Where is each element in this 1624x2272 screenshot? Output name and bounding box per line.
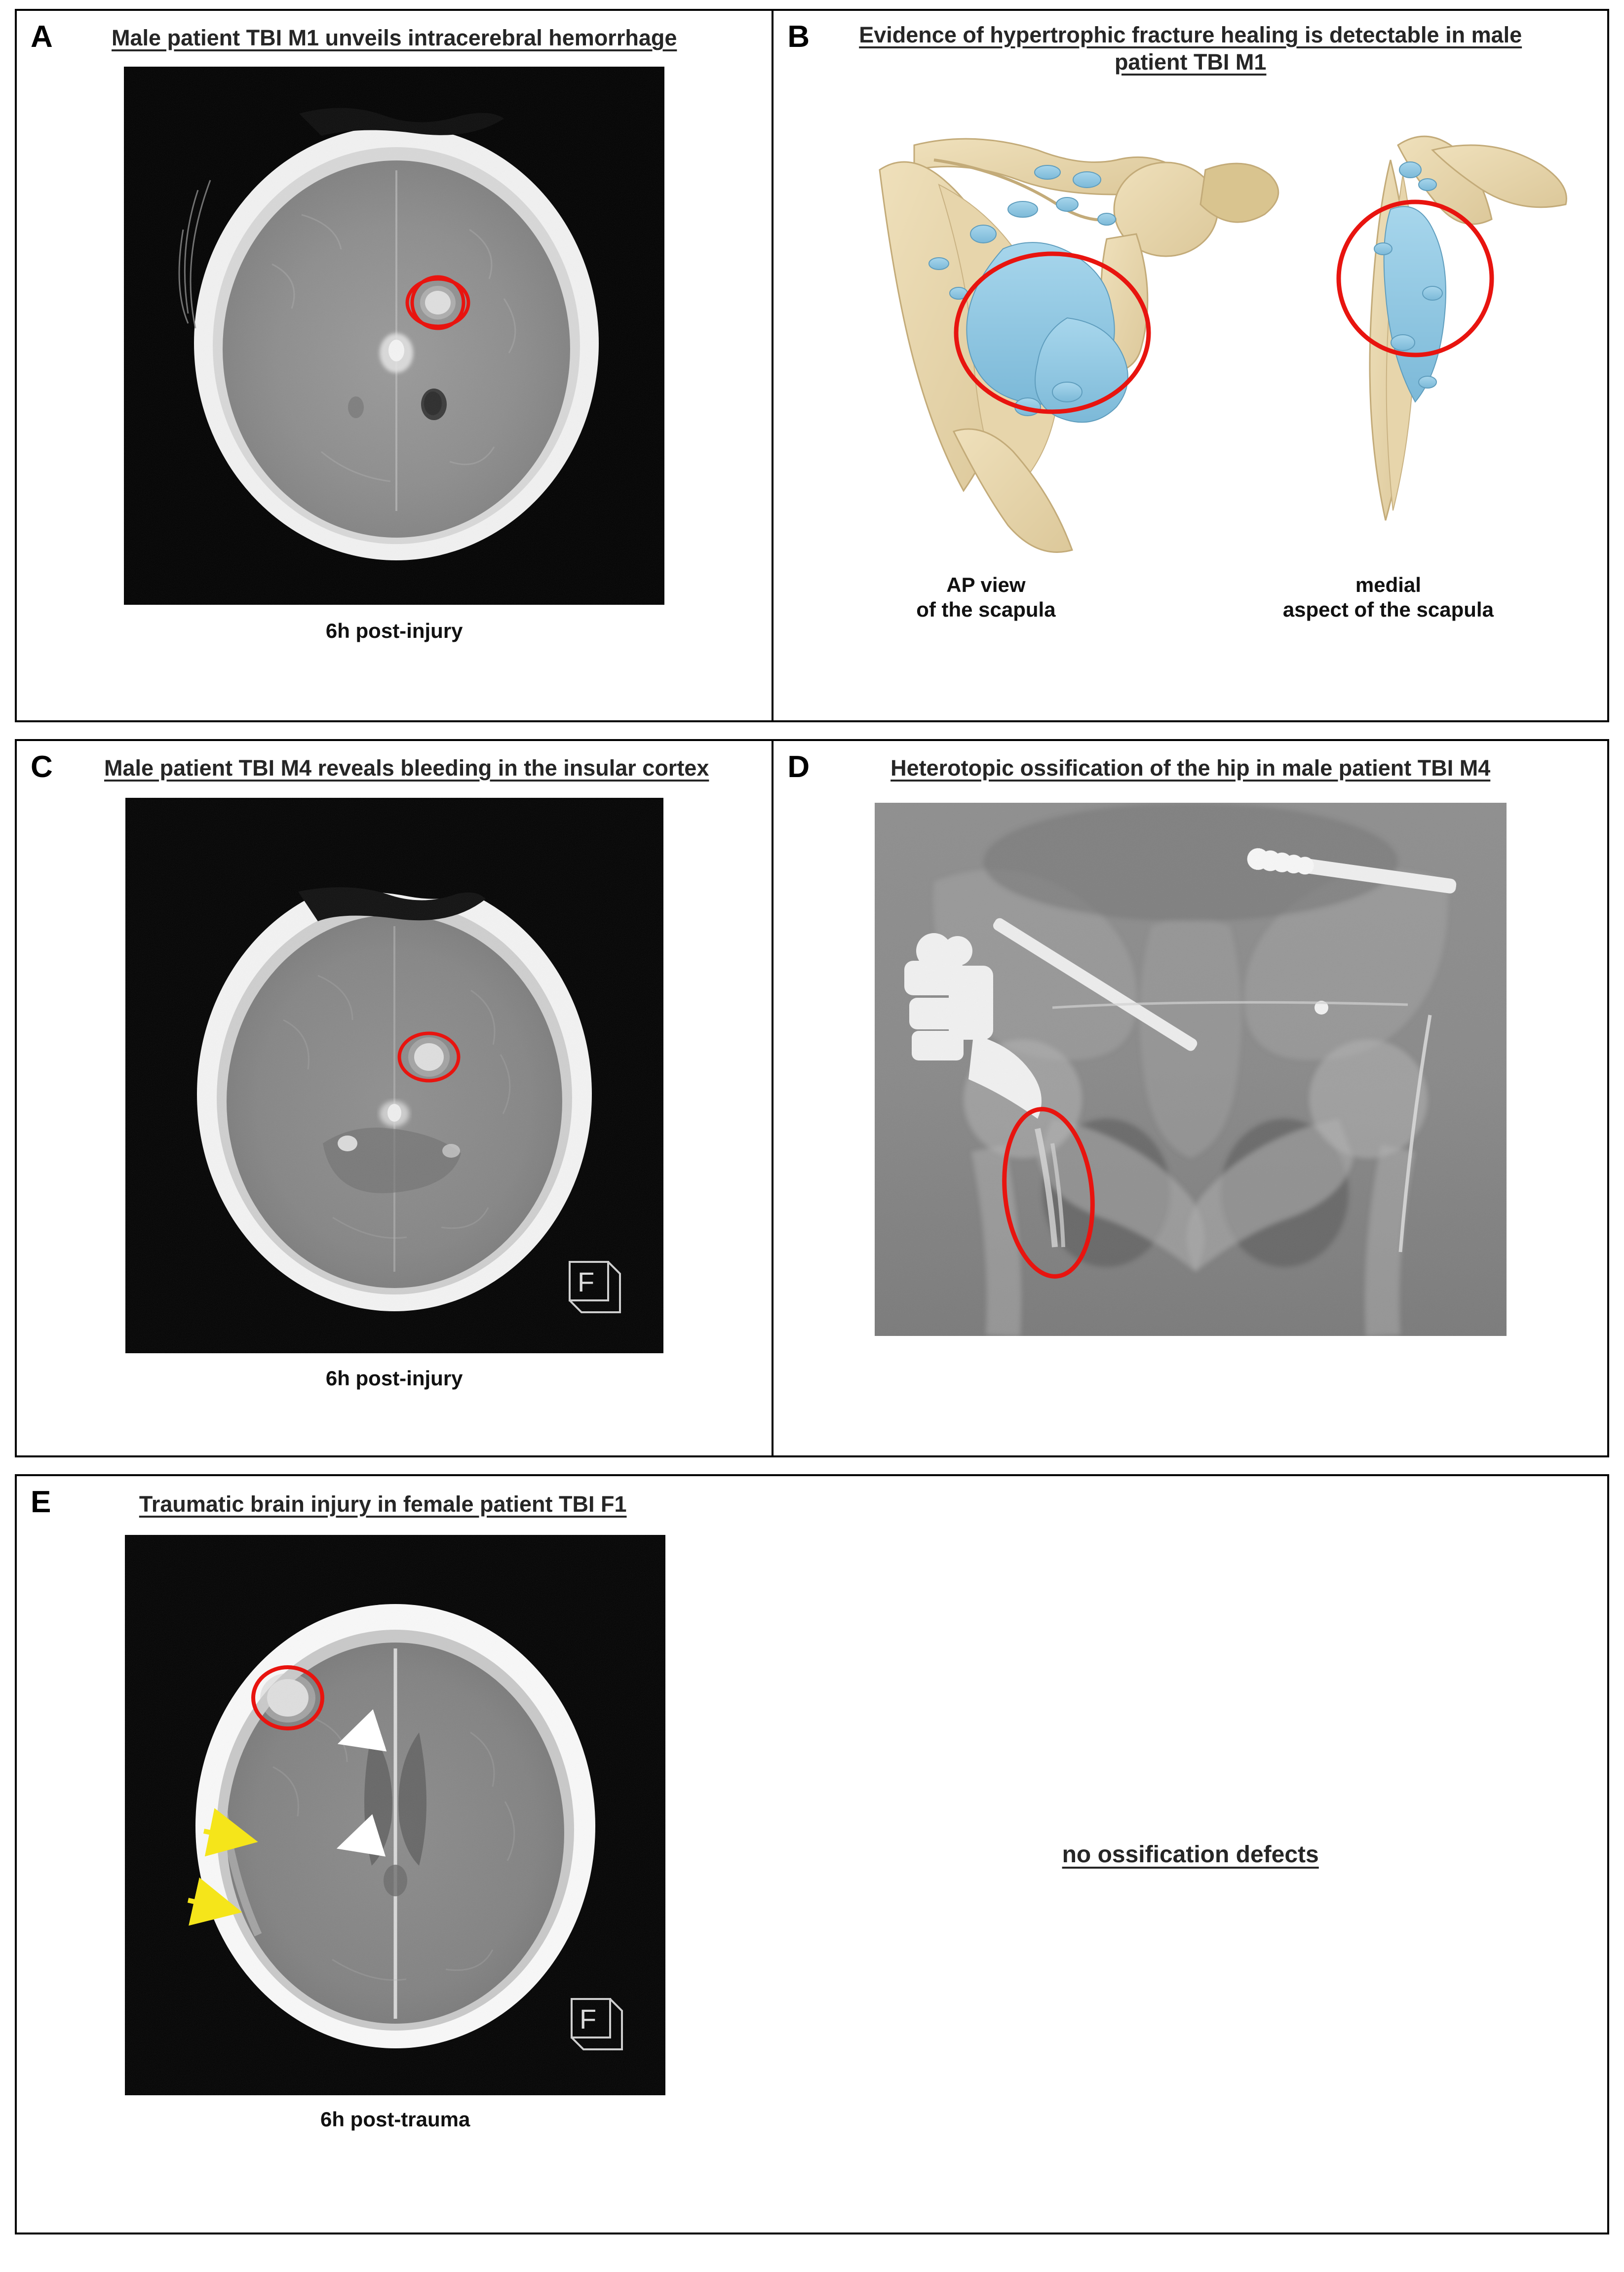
panel-e-caption: 6h post-trauma	[320, 2107, 470, 2131]
head-ct-axial-a	[124, 67, 664, 605]
panel-row-cd	[15, 739, 1609, 1457]
panel-row-e	[15, 1474, 1609, 2234]
panel-c-letter: C	[31, 750, 53, 784]
panel-e-title: Traumatic brain injury in female patient TBI F1	[139, 1491, 627, 1517]
head-ct-axial-e	[125, 1535, 665, 2095]
panel-e-letter: E	[31, 1485, 51, 1519]
panel-d	[773, 741, 1607, 1455]
svg-text:F: F	[580, 2003, 597, 2035]
panel-a-title: Male patient TBI M1 unveils intracerebral hemorrhage	[112, 25, 677, 50]
panel-d-image	[875, 803, 1507, 1336]
panel-a	[17, 11, 773, 720]
panel-b-sublabel-right-line2: aspect of the scapula	[1282, 598, 1494, 622]
panel-b	[773, 11, 1607, 720]
svg-text:F: F	[577, 1266, 594, 1297]
no-ossification-defects-text: no ossification defects	[1062, 1841, 1319, 1868]
panel-e	[17, 1476, 773, 2233]
panel-a-caption: 6h post-injury	[325, 619, 463, 642]
panel-b-letter: B	[787, 20, 810, 54]
panel-a-image	[124, 67, 664, 605]
panel-c-title: Male patient TBI M4 reveals bleeding in the insular cortex	[104, 755, 709, 781]
pelvis-radiograph	[875, 803, 1507, 1336]
head-ct-axial-c	[125, 798, 663, 1353]
panel-d-title: Heterotopic ossification of the hip in male patient TBI M4	[890, 755, 1491, 781]
panel-c	[17, 741, 773, 1455]
panel-b-sublabel-left-line2: of the scapula	[916, 598, 1056, 622]
panel-a-letter: A	[31, 20, 53, 54]
panel-b-sublabels	[773, 573, 1607, 623]
panel-b-sublabel-right-line1: medial	[1355, 573, 1421, 596]
panel-b-title: Evidence of hypertrophic fracture healing is detectable in male patient TBI M1	[859, 22, 1522, 75]
panel-e-right	[773, 1476, 1607, 2233]
panel-row-ab	[15, 9, 1609, 722]
panel-e-image	[125, 1535, 665, 2095]
panel-c-caption: 6h post-injury	[325, 1366, 463, 1390]
panel-b-sublabel-left-line1: AP view	[946, 573, 1026, 596]
panel-d-letter: D	[787, 750, 810, 784]
panel-c-image	[125, 798, 663, 1353]
scapula-3d-reconstruction	[791, 86, 1590, 570]
panel-b-image	[791, 86, 1590, 570]
